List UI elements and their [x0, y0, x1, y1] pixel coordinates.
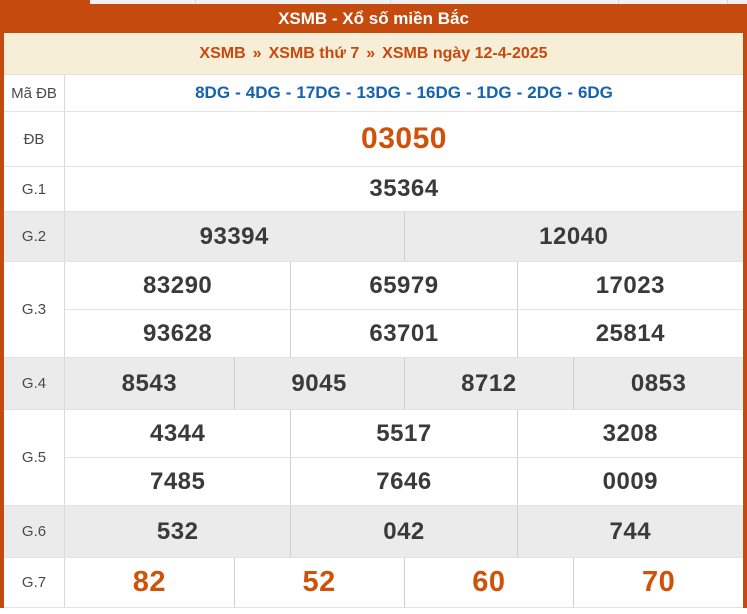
prize-label: Mã ĐB: [4, 75, 65, 111]
prize-number: 7646: [290, 458, 516, 505]
prize-number: 4344: [149, 419, 206, 447]
code-separator: -: [235, 83, 241, 102]
code-separator: -: [405, 83, 412, 102]
prize-number: 744: [517, 506, 743, 557]
prize-number: 70: [573, 558, 743, 607]
prize-label: ĐB: [4, 112, 65, 166]
prize-number: 5517: [290, 410, 516, 457]
special-code-link[interactable]: 4DG: [245, 83, 281, 102]
results-board: [0, 33, 747, 608]
prize-number: 7485: [149, 467, 206, 495]
prize-label: G.1: [4, 167, 65, 211]
prize-number: 12040: [404, 212, 744, 261]
prize-label: G.7: [4, 558, 65, 607]
prize-number: 0009: [517, 458, 743, 505]
prize-number: 532: [156, 517, 199, 545]
special-code-link[interactable]: 2DG: [527, 83, 563, 102]
prize-number: 35364: [369, 175, 439, 202]
prize-number: 83290: [143, 271, 213, 299]
code-separator: -: [285, 83, 292, 102]
row-special-code: [4, 75, 743, 112]
prize-label: G.6: [4, 506, 65, 557]
special-code-link[interactable]: 16DG: [416, 83, 461, 102]
code-separator: -: [465, 83, 472, 102]
prize-label: G.5: [4, 410, 65, 505]
breadcrumb-separator: »: [252, 44, 262, 62]
row-prize-1: [4, 167, 743, 212]
row-prize-6: [4, 506, 743, 558]
prize-number: 65979: [290, 262, 516, 309]
page-title-bar: [0, 4, 747, 33]
breadcrumb-link-xsmb-thu7[interactable]: XSMB thứ 7: [268, 44, 360, 62]
nav-separator: [195, 0, 196, 4]
prize-number-special: 03050: [361, 122, 447, 155]
row-prize-2: [4, 212, 743, 262]
prize-label: G.2: [4, 212, 65, 261]
code-separator: -: [567, 83, 573, 102]
prize-number: 9045: [234, 358, 404, 409]
prize-number: 25814: [517, 310, 743, 357]
nav-separator: [727, 0, 728, 4]
code-separator: -: [345, 83, 352, 102]
special-code-link[interactable]: 1DG: [476, 83, 512, 102]
prize-number: 93394: [199, 222, 269, 250]
nav-separator: [618, 0, 619, 4]
special-code-link[interactable]: 8DG: [195, 83, 231, 102]
prize-label: G.4: [4, 358, 65, 409]
prize-number: 93628: [143, 319, 213, 347]
breadcrumb: [4, 33, 743, 75]
row-prize-4: [4, 358, 743, 410]
active-tab-edge: [0, 0, 90, 4]
prize-number: 63701: [290, 310, 516, 357]
prize-number: 3208: [517, 410, 743, 457]
prize-number: 0853: [573, 358, 743, 409]
top-nav-edge: [0, 0, 747, 4]
prize-number: 8712: [404, 358, 574, 409]
special-code-link[interactable]: 17DG: [296, 83, 341, 102]
nav-separator: [390, 0, 391, 4]
prize-number: 82: [132, 566, 166, 598]
prize-number: 8543: [121, 369, 178, 397]
prize-number: 042: [290, 506, 516, 557]
prize-number: 17023: [517, 262, 743, 309]
nav-edge-rest: [90, 0, 747, 4]
prize-number: 52: [234, 558, 404, 607]
special-code-list: [65, 75, 743, 111]
breadcrumb-link-xsmb[interactable]: XSMB: [199, 44, 246, 62]
code-separator: -: [516, 83, 523, 102]
breadcrumb-link-xsmb-date[interactable]: XSMB ngày 12-4-2025: [382, 44, 548, 62]
special-code-link[interactable]: 6DG: [577, 83, 613, 102]
row-prize-7: [4, 558, 743, 608]
row-special-prize: [4, 112, 743, 167]
breadcrumb-separator: »: [366, 44, 376, 62]
special-code-link[interactable]: 13DG: [356, 83, 401, 102]
row-prize-3: [4, 262, 743, 358]
prize-number: 60: [404, 558, 574, 607]
page-title: XSMB - Xổ số miền Bắc: [278, 8, 469, 28]
prize-label: G.3: [4, 262, 65, 357]
row-prize-5: [4, 410, 743, 506]
